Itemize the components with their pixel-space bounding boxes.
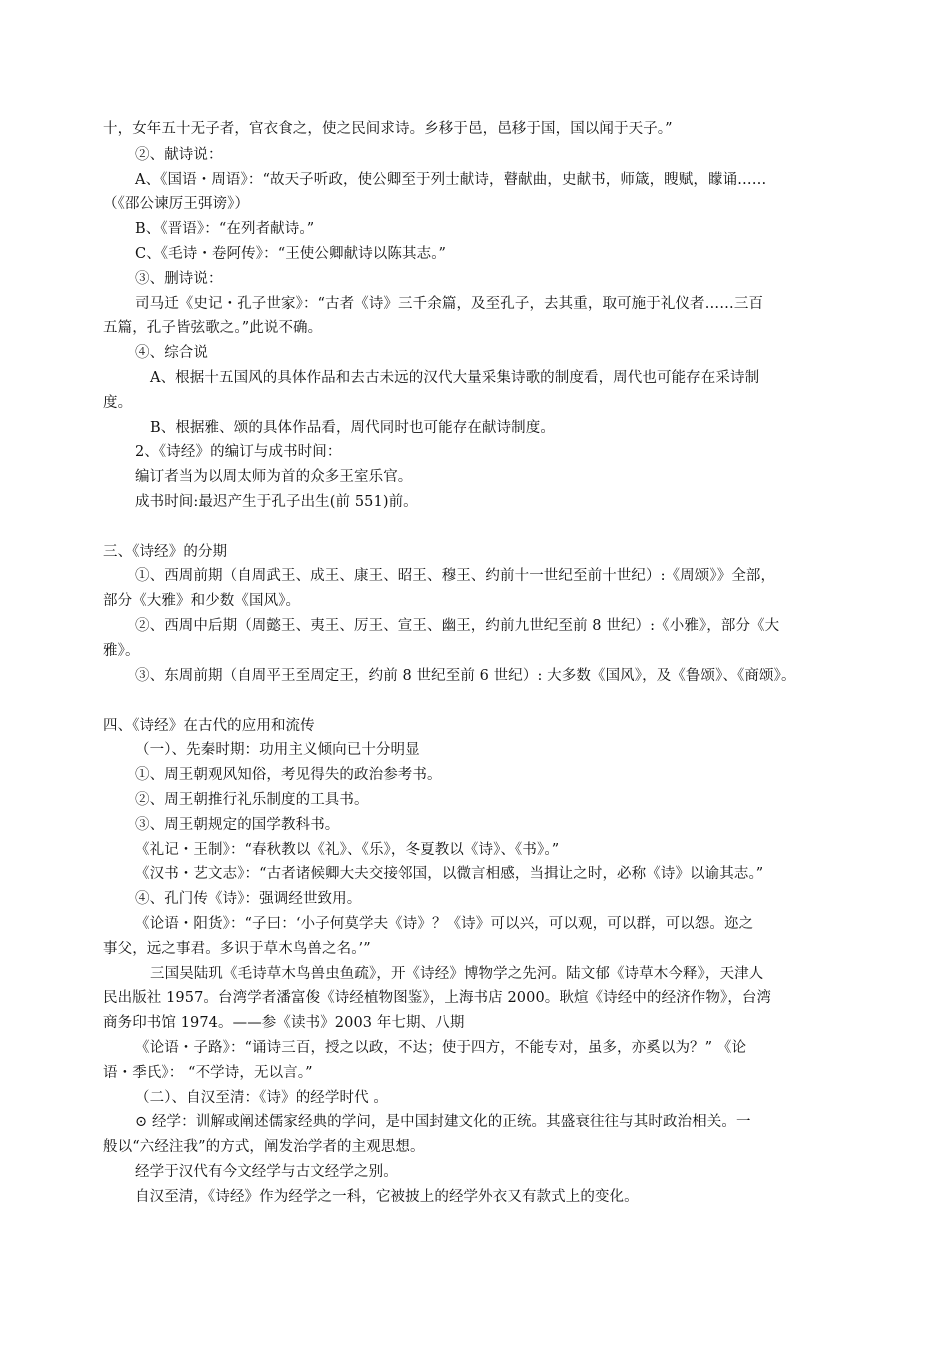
text-line: 《礼记・王制》：“春秋教以《礼》、《乐》，冬夏教以《诗》、《书》。” bbox=[135, 842, 560, 858]
text-line: 《论语・子路》：“诵诗三百，授之以政，不达；使于四方，不能专对，虽多，亦奚以为？” 《论 bbox=[135, 1040, 747, 1056]
chapter-heading: 四、《诗经》在古代的应用和流传 bbox=[103, 718, 315, 734]
text-line: 《论语・阳货》：“子曰：‘小子何莫学夫《诗》？《诗》可以兴，可以观，可以群，可以怨。迩之 bbox=[135, 916, 754, 932]
text-line: ②、周王朝推行礼乐制度的工具书。 bbox=[135, 792, 369, 808]
text-line: ①、周王朝观风知俗，考见得失的政治参考书。 bbox=[135, 767, 442, 783]
section-heading: ②、献诗说： bbox=[135, 147, 223, 163]
text-line: ③、东周前期（自周平王至周定王，约前 8 世纪至前 6 世纪）: 大多数《国风》，及《鲁颂》、《商颂》。 bbox=[135, 668, 796, 684]
text-line: C、《毛诗・卷阿传》：“王使公卿献诗以陈其志。” bbox=[135, 246, 447, 262]
text-line: A、《国语・周语》：“故天子听政，使公卿至于列士献诗，瞽献曲，史献书，师箴，瞍赋，矇诵…… bbox=[135, 172, 767, 188]
text-line: 部分《大雅》和少数《国风》。 bbox=[103, 593, 301, 609]
text-line: 编订者当为以周太师为首的众多王室乐官。 bbox=[135, 469, 413, 485]
text-line: ②、西周中后期（周懿王、夷王、厉王、宣王、幽王，约前九世纪至前 8 世纪）:《小雅》，部分《大 bbox=[135, 618, 780, 634]
text-line: ①、西周前期（自周武王、成王、康王、昭王、穆王、约前十一世纪至前十世纪）:《周颂》》全部， bbox=[135, 568, 776, 584]
chapter-heading: 三、《诗经》的分期 bbox=[103, 544, 228, 560]
section-heading: 2、《诗经》的编订与成书时间： bbox=[135, 444, 342, 460]
text-line: ③、周王朝规定的国学教科书。 bbox=[135, 817, 340, 833]
section-heading: ③、删诗说： bbox=[135, 271, 223, 287]
text-line: B、《晋语》：“在列者献诗。” bbox=[135, 221, 315, 237]
text-line: B、根据雅、颂的具体作品看，周代同时也可能存在献诗制度。 bbox=[150, 420, 555, 436]
text-line: 五篇，孔子皆弦歌之。”此说不确。 bbox=[103, 320, 323, 336]
text-line: 语・季氏》： “不学诗，无以言。” bbox=[103, 1065, 313, 1081]
section-heading: （二）、自汉至清：《诗》的经学时代 。 bbox=[135, 1090, 389, 1106]
text-line: 度。 bbox=[103, 395, 133, 411]
text-line: 事父，远之事君。多识于草木鸟兽之名。’” bbox=[103, 941, 371, 957]
text-line: 经学于汉代有今文经学与古文经学之别。 bbox=[135, 1164, 398, 1180]
text-line: 商务印书馆 1974。——参《读书》2003 年七期、八期 bbox=[103, 1015, 465, 1031]
section-heading: （一）、先秦时期：功用主义倾向已十分明显 bbox=[135, 742, 420, 758]
text-line: 成书时间:最迟产生于孔子出生(前 551)前。 bbox=[135, 494, 418, 510]
section-heading: ④、孔门传《诗》：强调经世致用。 bbox=[135, 891, 362, 907]
text-line: 十，女年五十无子者，官衣食之，使之民间求诗。乡移于邑，邑移于国，国以闻于天子。” bbox=[103, 121, 673, 137]
text-line: 般以“六经注我”的方式，阐发治学者的主观思想。 bbox=[103, 1139, 425, 1155]
text-line: （《邵公谏厉王弭谤》） bbox=[103, 196, 250, 212]
text-line: ⊙ 经学：训解或阐述儒家经典的学问，是中国封建文化的正统。其盛衰往往与其时政治相关。一 bbox=[135, 1114, 751, 1130]
text-line: 《汉书・艺文志》：“古者诸候卿大夫交接邻国，以微言相感，当揖让之时，必称《诗》以谕其志。” bbox=[135, 866, 764, 882]
text-line: 自汉至清，《诗经》作为经学之一科，它被披上的经学外衣又有款式上的变化。 bbox=[135, 1189, 639, 1205]
text-line: A、根据十五国风的具体作品和去古未远的汉代大量采集诗歌的制度看，周代也可能存在采诗制 bbox=[150, 370, 760, 386]
section-heading: ④、综合说 bbox=[135, 345, 208, 361]
text-line: 民出版社 1957。台湾学者潘富俊《诗经植物图鉴》，上海书店 2000。耿煊《诗经中的经济作物》，台湾 bbox=[103, 990, 772, 1006]
text-line: 三国吴陆玑《毛诗草木鸟兽虫鱼疏》，开《诗经》博物学之先河。陆文郁《诗草木今释》，天津人 bbox=[150, 966, 764, 982]
text-line: 司马迁《史记・孔子世家》：“古者《诗》三千余篇，及至孔子，去其重，取可施于礼仪者……三百 bbox=[135, 296, 764, 312]
text-line: 雅》。 bbox=[103, 643, 140, 659]
